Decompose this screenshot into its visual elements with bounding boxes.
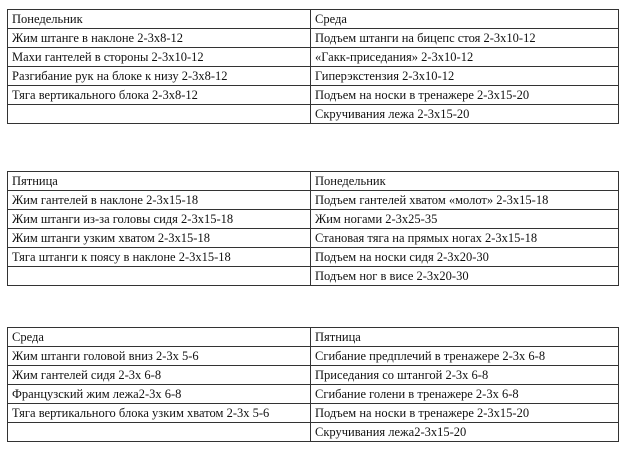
exercise-cell: Жим штанги головой вниз 2-3х 5-6 xyxy=(8,347,311,366)
exercise-cell: Разгибание рук на блоке к низу 2-3х8-12 xyxy=(8,67,311,86)
table-row xyxy=(8,423,619,442)
table-row xyxy=(8,210,619,229)
exercise-cell: Тяга штанги к поясу в наклоне 2-3х15-18 xyxy=(8,248,311,267)
day-header-right: Среда xyxy=(311,10,619,29)
day-header-left: Пятница xyxy=(8,172,311,191)
table-row xyxy=(8,248,619,267)
workout-table-1 xyxy=(7,9,619,124)
exercise-cell: Жим штанги из-за головы сидя 2-3х15-18 xyxy=(8,210,311,229)
exercise-cell xyxy=(8,423,311,442)
exercise-cell: Жим ногами 2-3х25-35 xyxy=(311,210,619,229)
day-header-left: Среда xyxy=(8,328,311,347)
exercise-cell: Приседания со штангой 2-3х 6-8 xyxy=(311,366,619,385)
table-row xyxy=(8,347,619,366)
exercise-cell: Жим гантелей сидя 2-3х 6-8 xyxy=(8,366,311,385)
exercise-cell: Жим штанге в наклоне 2-3х8-12 xyxy=(8,29,311,48)
table-header-row xyxy=(8,172,619,191)
exercise-cell: Тяга вертикального блока узким хватом 2-3х 5-6 xyxy=(8,404,311,423)
workout-table-2 xyxy=(7,171,619,286)
exercise-cell: Скручивания лежа 2-3х15-20 xyxy=(311,105,619,124)
workout-table-3 xyxy=(7,327,619,442)
table-header-row xyxy=(8,328,619,347)
exercise-cell: Жим штанги узким хватом 2-3х15-18 xyxy=(8,229,311,248)
day-header-right: Пятница xyxy=(311,328,619,347)
exercise-cell: Махи гантелей в стороны 2-3х10-12 xyxy=(8,48,311,67)
exercise-cell: Сгибание предплечий в тренажере 2-3х 6-8 xyxy=(311,347,619,366)
exercise-cell: Подъем ног в висе 2-3х20-30 xyxy=(311,267,619,286)
table-row xyxy=(8,105,619,124)
day-header-right: Понедельник xyxy=(311,172,619,191)
table-row xyxy=(8,229,619,248)
table-row xyxy=(8,366,619,385)
exercise-cell xyxy=(8,105,311,124)
exercise-cell: Тяга вертикального блока 2-3х8-12 xyxy=(8,86,311,105)
exercise-cell: Французский жим лежа2-3х 6-8 xyxy=(8,385,311,404)
exercise-cell: Подъем штанги на бицепс стоя 2-3х10-12 xyxy=(311,29,619,48)
table-row xyxy=(8,404,619,423)
exercise-cell: Скручивания лежа2-3х15-20 xyxy=(311,423,619,442)
table-row xyxy=(8,86,619,105)
exercise-cell: Подъем гантелей хватом «молот» 2-3х15-18 xyxy=(311,191,619,210)
table-row xyxy=(8,48,619,67)
exercise-cell: Подъем на носки в тренажере 2-3х15-20 xyxy=(311,86,619,105)
exercise-cell: Становая тяга на прямых ногах 2-3х15-18 xyxy=(311,229,619,248)
table-row xyxy=(8,67,619,86)
table-row xyxy=(8,267,619,286)
exercise-cell: Сгибание голени в тренажере 2-3х 6-8 xyxy=(311,385,619,404)
exercise-cell: Жим гантелей в наклоне 2-3х15-18 xyxy=(8,191,311,210)
exercise-cell: Гиперэкстензия 2-3х10-12 xyxy=(311,67,619,86)
exercise-cell: «Гакк-приседания» 2-3х10-12 xyxy=(311,48,619,67)
exercise-cell: Подъем на носки в тренажере 2-3х15-20 xyxy=(311,404,619,423)
table-row xyxy=(8,29,619,48)
table-header-row xyxy=(8,10,619,29)
table-row xyxy=(8,191,619,210)
exercise-cell xyxy=(8,267,311,286)
day-header-left: Понедельник xyxy=(8,10,311,29)
exercise-cell: Подъем на носки сидя 2-3х20-30 xyxy=(311,248,619,267)
table-row xyxy=(8,385,619,404)
